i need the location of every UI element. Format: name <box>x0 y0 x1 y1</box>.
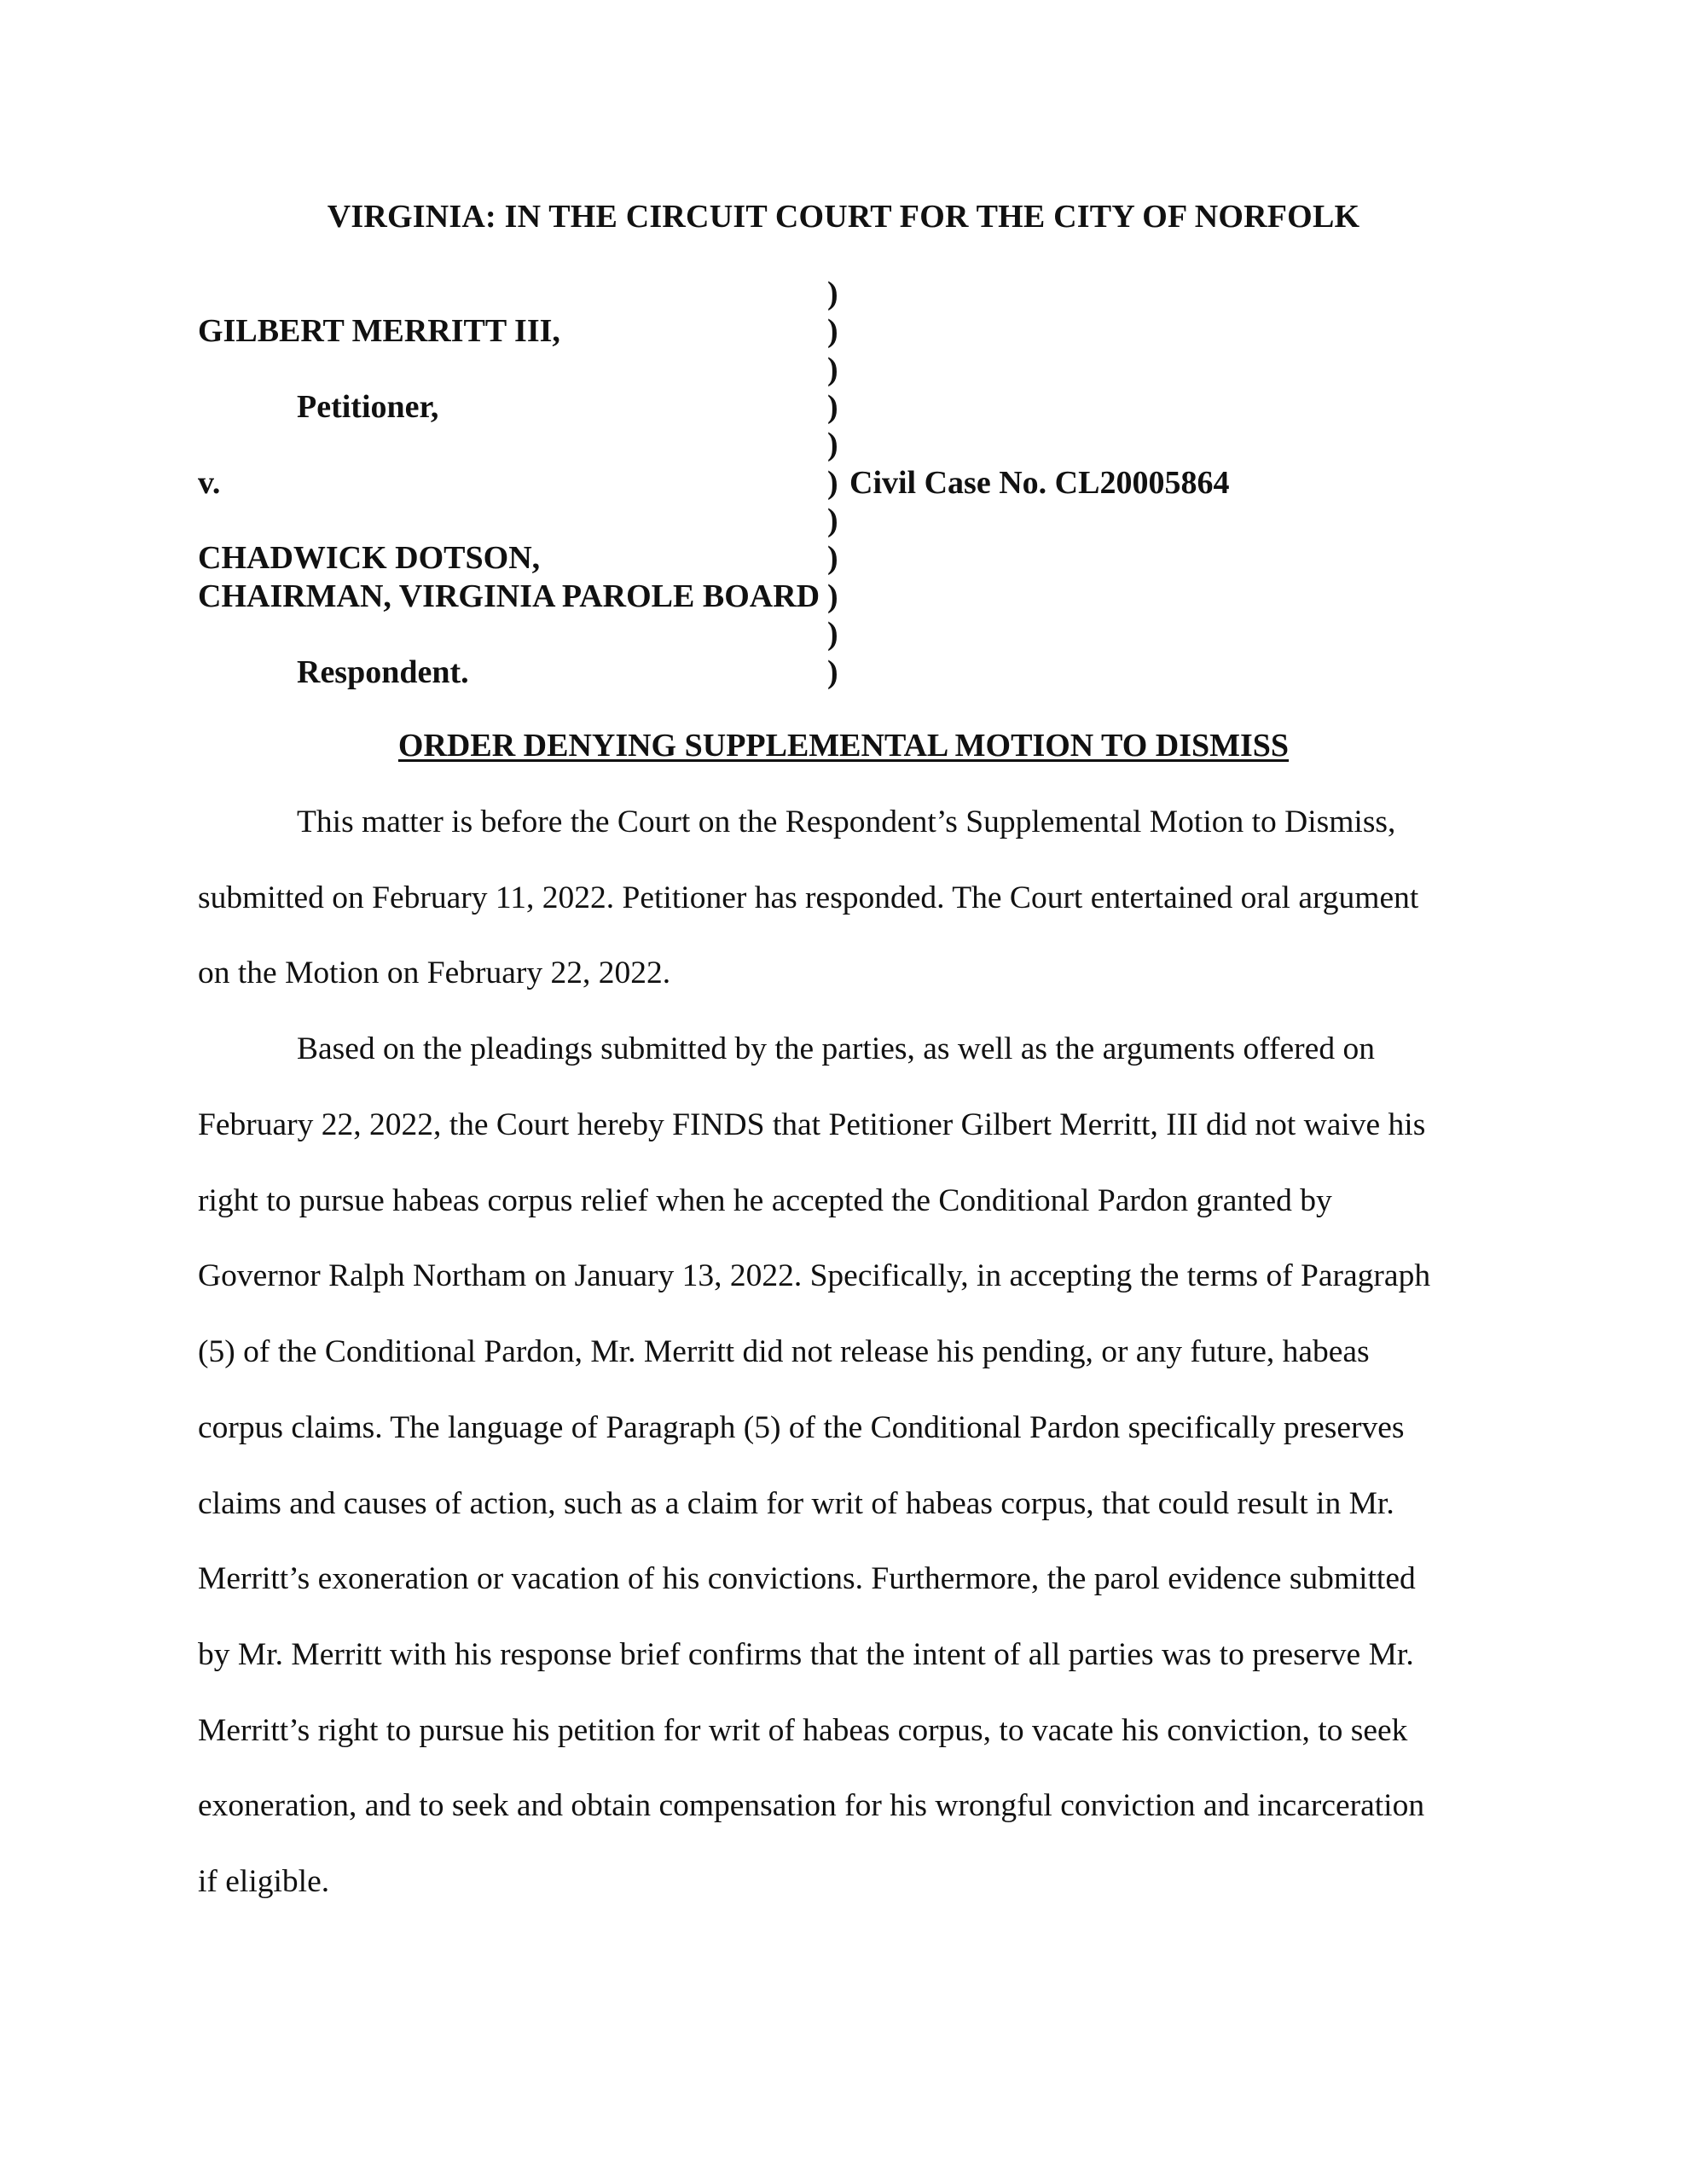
paragraph-line: Based on the pleadings submitted by the parties, as well as the arguments offered on <box>297 1031 1375 1066</box>
caption-paren: ) <box>827 654 838 690</box>
paragraph-line: Merritt’s exoneration or vacation of his convictions. Furthermore, the parol evidence submitted <box>198 1561 1416 1596</box>
caption-paren: ) <box>827 427 838 462</box>
caption-paren: ) <box>827 313 838 349</box>
paragraph-line: submitted on February 11, 2022. Petitioner has responded. The Court entertained oral argument <box>198 880 1419 915</box>
caption-paren: ) <box>827 578 838 614</box>
respondent-title: CHAIRMAN, VIRGINIA PAROLE BOARD <box>198 578 820 614</box>
paragraph-line: This matter is before the Court on the Respondent’s Supplemental Motion to Dismiss, <box>297 804 1396 839</box>
caption-paren: ) <box>827 351 838 387</box>
petitioner-role: Petitioner, <box>297 389 439 425</box>
paragraph-line: exoneration, and to seek and obtain compensation for his wrongful conviction and incarceration <box>198 1788 1425 1823</box>
paragraph-line: if eligible. <box>198 1864 330 1899</box>
paragraph-line: on the Motion on February 22, 2022. <box>198 956 671 990</box>
paragraph-line: February 22, 2022, the Court hereby FINDS that Petitioner Gilbert Merritt, III did not waive his <box>198 1107 1426 1142</box>
paragraph-line: Governor Ralph Northam on January 13, 2022. Specifically, in accepting the terms of Paragraph <box>198 1258 1431 1293</box>
order-title: ORDER DENYING SUPPLEMENTAL MOTION TO DISMISS <box>397 728 1290 764</box>
paragraph-line: by Mr. Merritt with his response brief confirms that the intent of all parties was to preserve Mr. <box>198 1637 1414 1672</box>
versus-label: v. <box>198 465 221 501</box>
paragraph-line: corpus claims. The language of Paragraph (5) of the Conditional Pardon specifically preserves <box>198 1410 1405 1445</box>
case-number: Civil Case No. CL20005864 <box>849 465 1230 501</box>
caption-paren: ) <box>827 465 838 501</box>
caption-paren: ) <box>827 540 838 576</box>
caption-paren: ) <box>827 276 838 311</box>
respondent-name: CHADWICK DOTSON, <box>198 540 541 576</box>
caption-paren: ) <box>827 616 838 652</box>
paragraph-line: (5) of the Conditional Pardon, Mr. Merritt did not release his pending, or any future, habeas <box>198 1334 1370 1369</box>
caption-paren: ) <box>827 502 838 538</box>
respondent-role: Respondent. <box>297 654 469 690</box>
paragraph-line: right to pursue habeas corpus relief when he accepted the Conditional Pardon granted by <box>198 1183 1332 1218</box>
court-heading: VIRGINIA: IN THE CIRCUIT COURT FOR THE CITY OF NORFOLK <box>327 199 1360 235</box>
paragraph-line: claims and causes of action, such as a claim for writ of habeas corpus, that could result in Mr. <box>198 1486 1394 1521</box>
caption-paren: ) <box>827 389 838 425</box>
petitioner-name: GILBERT MERRITT III, <box>198 313 560 349</box>
paragraph-line: Merritt’s right to pursue his petition for writ of habeas corpus, to vacate his conviction, to seek <box>198 1713 1408 1748</box>
